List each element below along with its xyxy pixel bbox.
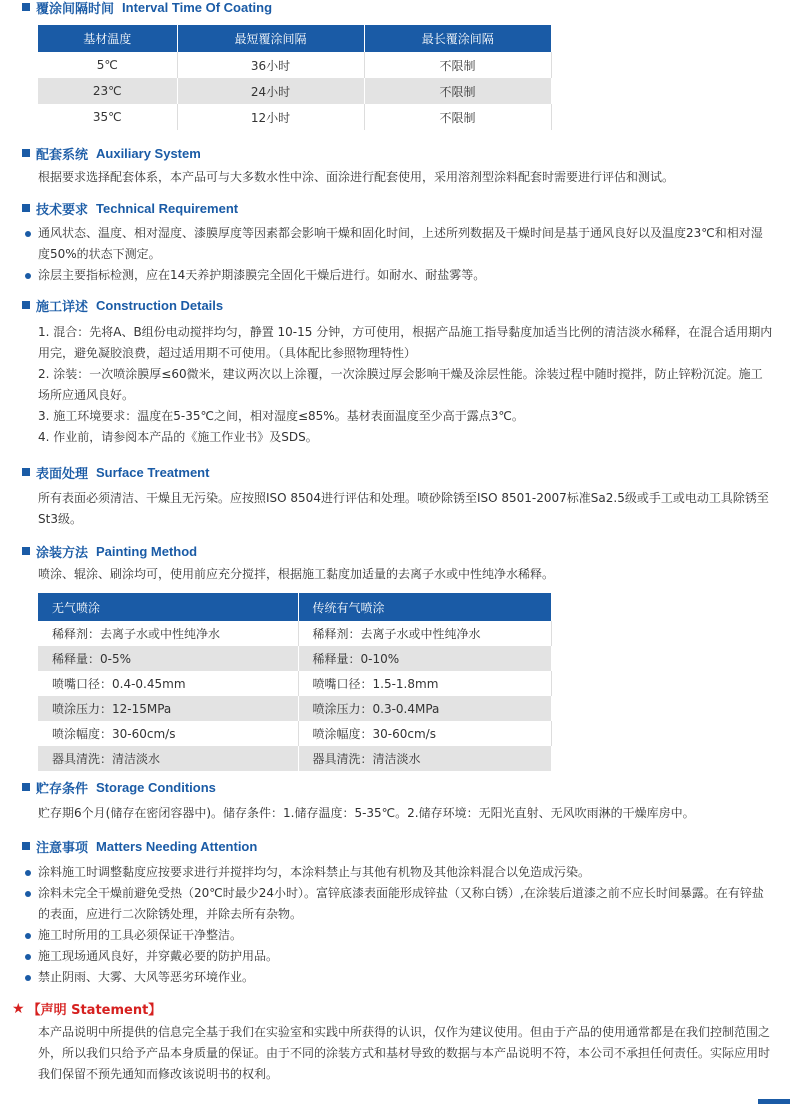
list-item bbox=[22, 967, 774, 988]
section-header-surface bbox=[22, 463, 209, 481]
table-cell: 喷涂幅度：30-60cm/s bbox=[38, 721, 298, 746]
technical-list bbox=[22, 223, 774, 286]
table-cell: 35℃ bbox=[38, 104, 177, 130]
list-item bbox=[22, 223, 774, 265]
bullet-dot-icon bbox=[25, 870, 31, 876]
construction-step: 4. 作业前，请参阅本产品的《施工作业书》及SDS。 bbox=[38, 430, 318, 444]
table-cell: 稀释剂：去离子水或中性纯净水 bbox=[38, 621, 298, 646]
table-cell: 不限制 bbox=[364, 78, 551, 104]
section-header-coating-interval bbox=[22, 0, 272, 16]
list-item-text: 涂料未完全干燥前避免受热（20℃时最少24小时）。富锌底漆表面能形成锌盐（又称白锈）,在涂装后道漆之前不应长时间暴露。在有锌盐的表面，应进行二次除锈处理，并除去所有杂物。 bbox=[38, 886, 764, 921]
painting-text: 喷涂、辊涂、刷涂均可，使用前应充分搅拌，根据施工黏度加适量的去离子水或中性纯净水稀释。 bbox=[38, 567, 555, 581]
section-header-storage bbox=[22, 778, 216, 796]
section-title-en: Painting Method bbox=[96, 543, 198, 559]
list-item bbox=[22, 925, 774, 946]
section-title-en: Storage Conditions bbox=[96, 779, 216, 795]
section-header-technical bbox=[22, 199, 238, 217]
list-item bbox=[22, 883, 774, 925]
table-header-cell: 最长覆涂间隔 bbox=[364, 25, 551, 52]
construction-step: 1. 混合：先将A、B组份电动搅拌均匀，静置 10-15 分钟，方可使用，根据产品施工指导黏度加适当比例的清洁淡水稀释，在混合适用期内用完，避免凝胶浪费，超过适用期不可使用。（具体配比参照物理特性） bbox=[38, 325, 773, 360]
section-title-cn: 表面处理 bbox=[36, 466, 89, 482]
section-title-cn: 注意事项 bbox=[36, 840, 89, 856]
statement-title: 【声明 Statement】 bbox=[27, 1003, 162, 1018]
table-row bbox=[38, 671, 551, 696]
bullet-dot-icon bbox=[25, 273, 31, 279]
table-cell: 喷嘴口径：1.5-1.8mm bbox=[298, 671, 551, 696]
section-header-auxiliary bbox=[22, 144, 201, 162]
section-title-cn: 技术要求 bbox=[36, 202, 89, 218]
section-title-cn: 施工详述 bbox=[36, 299, 89, 315]
table-header-cell: 传统有气喷涂 bbox=[298, 593, 551, 621]
bullet-dot-icon bbox=[25, 954, 31, 960]
list-item-text: 禁止阴雨、大雾、大风等恶劣环境作业。 bbox=[38, 970, 255, 984]
storage-text: 贮存期6个月(储存在密闭容器中)。储存条件：1.储存温度：5-35℃。2.储存环境：无阳光直射、无风吹雨淋的干燥库房中。 bbox=[38, 806, 695, 820]
list-item-text: 涂料施工时调整黏度应按要求进行并搅拌均匀，本涂料禁止与其他有机物及其他涂料混合以免造成污染。 bbox=[38, 865, 591, 879]
table-header-cell: 无气喷涂 bbox=[38, 593, 298, 621]
auxiliary-text: 根据要求选择配套体系，本产品可与大多数水性中涂、面涂进行配套使用，采用溶剂型涂料配套时需要进行评估和测试。 bbox=[38, 170, 675, 184]
section-title-en: Construction Details bbox=[96, 297, 224, 313]
table-cell: 36小时 bbox=[177, 52, 364, 78]
table-cell: 喷涂压力：0.3-0.4MPa bbox=[298, 696, 551, 721]
statement-text: 本产品说明中所提供的信息完全基于我们在实验室和实践中所获得的认识，仅作为建议使用。但由于产品的使用通常都是在我们控制范围之外，所以我们只给予产品本身质量的保证。由于不同的涂装方式和基材导致的数据与本产品说明不符，本公司不承担任何责任。实际应用时我们保留不预先通知而修改该说明书的权利。 bbox=[38, 1025, 771, 1081]
square-bullet-icon bbox=[22, 3, 30, 11]
table-cell: 5℃ bbox=[38, 52, 177, 78]
bullet-dot-icon bbox=[25, 933, 31, 939]
table-row bbox=[38, 52, 551, 78]
table-cell: 24小时 bbox=[177, 78, 364, 104]
section-title-cn: 配套系统 bbox=[36, 147, 89, 163]
bullet-dot-icon bbox=[25, 231, 31, 237]
table-row bbox=[38, 78, 551, 104]
list-item-text: 通风状态、温度、相对湿度、漆膜厚度等因素都会影响干燥和固化时间，上述所列数据及干燥时间是基于通风良好以及温度23℃和相对湿度50%的状态下测定。 bbox=[38, 226, 763, 261]
construction-step: 2. 涂装：一次喷涂膜厚≤60微米，建议两次以上涂覆，一次涂膜过厚会影响干燥及涂层性能。涂装过程中随时搅拌，防止锌粉沉淀。施工场所应通风良好。 bbox=[38, 367, 763, 402]
page-corner-bar bbox=[758, 1099, 790, 1104]
table-cell: 稀释量：0-10% bbox=[298, 646, 551, 671]
table-cell: 稀释量：0-5% bbox=[38, 646, 298, 671]
construction-step: 3. 施工环境要求：温度在5-35℃之间，相对湿度≤85%。基材表面温度至少高于露点3℃。 bbox=[38, 409, 524, 423]
list-item bbox=[22, 946, 774, 967]
table-cell: 器具清洗：清洁淡水 bbox=[298, 746, 551, 771]
section-title-en: Technical Requirement bbox=[96, 200, 239, 216]
table-header-cell: 最短覆涂间隔 bbox=[177, 25, 364, 52]
table-cell: 不限制 bbox=[364, 52, 551, 78]
table-header-row bbox=[38, 593, 551, 621]
section-title-en: Surface Treatment bbox=[96, 464, 210, 480]
square-bullet-icon bbox=[22, 204, 30, 212]
table-row bbox=[38, 696, 551, 721]
table-header-cell: 基材温度 bbox=[38, 25, 177, 52]
square-bullet-icon bbox=[22, 468, 30, 476]
list-item-text: 施工时所用的工具必须保证干净整洁。 bbox=[38, 928, 243, 942]
section-title-en: Auxiliary System bbox=[96, 145, 201, 161]
construction-details bbox=[38, 322, 773, 448]
square-bullet-icon bbox=[22, 301, 30, 309]
table-row bbox=[38, 104, 551, 130]
table-cell: 稀释剂：去离子水或中性纯净水 bbox=[298, 621, 551, 646]
statement-header bbox=[12, 999, 161, 1018]
square-bullet-icon bbox=[22, 842, 30, 850]
list-item bbox=[22, 862, 774, 883]
list-item-text: 施工现场通风良好，并穿戴必要的防护用品。 bbox=[38, 949, 279, 963]
table-cell: 喷涂幅度：30-60cm/s bbox=[298, 721, 551, 746]
table-cell: 喷涂压力：12-15MPa bbox=[38, 696, 298, 721]
section-title-en: Interval Time Of Coating bbox=[122, 0, 273, 15]
star-icon: ★ bbox=[12, 1000, 25, 1017]
square-bullet-icon bbox=[22, 783, 30, 791]
matters-list bbox=[22, 862, 774, 988]
table-cell: 喷嘴口径：0.4-0.45mm bbox=[38, 671, 298, 696]
list-item bbox=[22, 265, 774, 286]
list-item-text: 涂层主要指标检测，应在14天养护期漆膜完全固化干燥后进行。如耐水、耐盐雾等。 bbox=[38, 268, 486, 282]
section-title-cn: 贮存条件 bbox=[36, 781, 89, 797]
bullet-dot-icon bbox=[25, 975, 31, 981]
section-header-construction bbox=[22, 296, 223, 314]
table-row bbox=[38, 746, 551, 771]
table-row bbox=[38, 621, 551, 646]
table-cell: 不限制 bbox=[364, 104, 551, 130]
bullet-dot-icon bbox=[25, 891, 31, 897]
table-cell: 器具清洗：清洁淡水 bbox=[38, 746, 298, 771]
section-header-painting bbox=[22, 542, 197, 560]
coating-interval-table bbox=[38, 25, 552, 130]
table-row bbox=[38, 646, 551, 671]
square-bullet-icon bbox=[22, 547, 30, 555]
table-header-row bbox=[38, 25, 551, 52]
table-cell: 12小时 bbox=[177, 104, 364, 130]
square-bullet-icon bbox=[22, 149, 30, 157]
section-title-cn: 覆涂间隔时间 bbox=[36, 1, 115, 17]
table-cell: 23℃ bbox=[38, 78, 177, 104]
section-title-en: Matters Needing Attention bbox=[96, 838, 258, 854]
surface-text: 所有表面必须清洁、干燥且无污染。应按照ISO 8504进行评估和处理。喷砂除锈至ISO 8501-2007标准Sa2.5级或手工或电动工具除锈至St3级。 bbox=[38, 491, 769, 526]
painting-method-table bbox=[38, 593, 552, 771]
section-title-cn: 涂装方法 bbox=[36, 545, 89, 561]
table-row bbox=[38, 721, 551, 746]
section-header-matters bbox=[22, 837, 257, 855]
